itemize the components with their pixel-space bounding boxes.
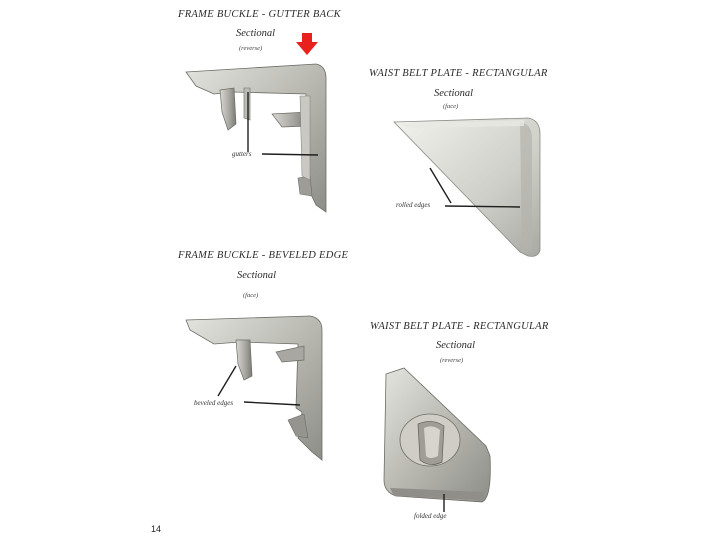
gutter-back-subtitle: Sectional: [236, 28, 276, 39]
rect-reverse-label: folded edge: [414, 512, 447, 520]
gutter-back-view: (reverse): [239, 45, 263, 52]
rect-reverse-view: (reverse): [440, 357, 464, 364]
rect-face-title: WAIST BELT PLATE - RECTANGULAR: [369, 68, 548, 79]
rect-face-view: (face): [443, 103, 459, 110]
gutter-back-title: FRAME BUCKLE - GUTTER BACK: [178, 9, 341, 20]
beveled-subtitle: Sectional: [237, 270, 277, 281]
rect-face-plate-image: [394, 118, 540, 256]
beveled-label: beveled edges: [194, 399, 234, 407]
page-number: 14: [151, 524, 162, 534]
beveled-title: FRAME BUCKLE - BEVELED EDGE: [178, 250, 349, 261]
rect-reverse-plate-image: [384, 368, 490, 512]
rect-reverse-subtitle: Sectional: [436, 340, 476, 351]
gutter-back-buckle-image: [186, 64, 326, 212]
rect-face-label: rolled edges: [396, 201, 431, 209]
gutter-back-label: gutters: [232, 150, 252, 158]
beveled-buckle-image: [186, 316, 322, 460]
rect-face-subtitle: Sectional: [434, 88, 474, 99]
beveled-view: (face): [243, 292, 259, 299]
rect-reverse-title: WAIST BELT PLATE - RECTANGULAR: [370, 321, 549, 332]
red-down-arrow-icon: [296, 33, 318, 55]
